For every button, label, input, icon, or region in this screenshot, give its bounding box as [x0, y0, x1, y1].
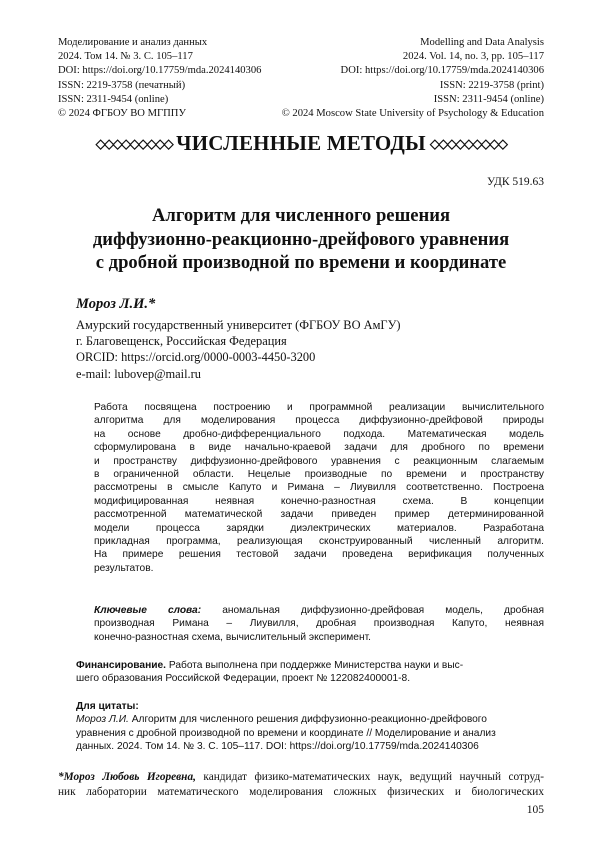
keywords-line: производная Римана – Лиувилля, дробная производная Капуто, неявная — [94, 618, 544, 630]
citation-text: Алгоритм для численного решения диффузионно-реакционно-дрейфового — [131, 714, 487, 726]
page-number: 105 — [526, 804, 544, 816]
issn-online-en: ISSN: 2311-9454 (online) — [433, 93, 544, 105]
title-line: с дробной производной по времени и координате — [95, 252, 507, 273]
journal-name-en: Modelling and Data Analysis — [420, 37, 544, 48]
keywords-line: конечно-разностная схема, вычислительный эксперимент. — [94, 631, 371, 643]
abstract-line: рассмотренной математической задачи приведен пример детерминированной — [94, 509, 544, 521]
orcid-link[interactable]: ORCID: https://orcid.org/0000-0003-4450-3200 — [76, 350, 316, 365]
abstract-line: результатов. — [94, 562, 154, 574]
section-title: ЧИСЛЕННЫЕ МЕТОДЫ — [176, 131, 426, 155]
section-heading — [58, 131, 544, 156]
abstract-line: прикладная программа, реализующая сконструированный численный алгоритм. — [94, 536, 544, 548]
doi-ru: DOI: https://doi.org/10.17759/mda.2024140306 — [58, 65, 262, 77]
issue-info-en: 2024. Vol. 14, no. 3, pp. 105–117 — [402, 51, 544, 63]
abstract-line: в ограниченной области. Нецелые производные по времени и пространству — [94, 469, 544, 481]
journal-header-en — [282, 36, 544, 121]
doi-en: DOI: https://doi.org/10.17759/mda.2024140306 — [340, 65, 544, 77]
citation — [76, 700, 544, 754]
abstract-line: алгоритма для моделирования процесса диффузионно-дрейфовой природы — [94, 415, 544, 427]
funding-line — [76, 659, 544, 672]
author-affiliation — [76, 317, 400, 382]
author-footnote — [58, 770, 544, 800]
issn-print-ru: ISSN: 2219-3758 (печатный) — [58, 79, 186, 91]
issn-online-ru: ISSN: 2311-9454 (online) — [58, 93, 169, 105]
author-name: Мороз Л.И.* — [76, 296, 156, 312]
title-line: диффузионно-реакционно-дрейфового уравнения — [92, 228, 510, 250]
article-title — [58, 204, 544, 275]
keywords — [94, 604, 544, 644]
funding-line: шего образования Российской Федерации, проект № 122082400001-8. — [76, 673, 411, 685]
abstract-line: модифицированная неявная конечно-разностная схема. В концепции — [94, 495, 544, 507]
keywords-label: Ключевые слова: — [94, 605, 202, 616]
udk-code: УДК 519.63 — [487, 176, 544, 188]
abstract-line: На примере решения тестовой задачи проведена верификация полученных — [94, 549, 544, 561]
title-line: Алгоритм для численного решения — [152, 205, 450, 226]
ornament-left-icon: ◇◇◇◇◇◇◇◇◇ — [95, 135, 173, 151]
abstract-line: и пространству диффузионно-дрейфового уравнения с реакционным слагаемым — [94, 455, 544, 467]
funding-text: Работа выполнена при поддержке Министерства науки и выс- — [168, 660, 464, 671]
footnote-text: кандидат физико-математических наук, ведущий научный сотруд- — [203, 771, 545, 783]
keywords-line — [94, 604, 544, 617]
citation-line: уравнения с дробной производной по времени и координате // Моделирование и анализ — [76, 727, 496, 739]
abstract-line: Работа посвящена построению и программной реализации вычислительного — [94, 402, 544, 413]
ornament-right-icon: ◇◇◇◇◇◇◇◇◇ — [429, 135, 507, 151]
university: Амурский государственный университет (ФГБОУ ВО АмГУ) — [76, 318, 401, 332]
journal-name-ru: Моделирование и анализ данных — [58, 37, 208, 48]
footnote-line: ник лаборатории математического моделирования сложных физических и биологических — [58, 786, 544, 798]
abstract-line: сформулирована в виде начально-краевой задачи для дробного по времени — [94, 442, 544, 454]
issue-info-ru: 2024. Том 14. № 3. С. 105–117 — [58, 51, 193, 63]
funding — [76, 659, 544, 686]
journal-header-ru — [58, 36, 261, 121]
abstract-line: на основе дробно-дифференциального подхода. Математическая модель — [94, 428, 544, 440]
keywords-text: аномальная диффузионно-дрейфовая модель, дробная — [222, 605, 544, 616]
copyright-en: © 2024 Moscow State University of Psychology & Education — [281, 108, 544, 120]
citation-author: Мороз Л.И. — [76, 714, 129, 726]
email-link[interactable]: e-mail: lubovep@mail.ru — [76, 366, 201, 381]
city: г. Благовещенск, Российская Федерация — [76, 334, 287, 349]
abstract-line: модели процесса зарядки диэлектрических материалов. Разработана — [94, 522, 544, 534]
citation-line — [76, 713, 544, 726]
abstract — [94, 401, 544, 575]
copyright-ru: © 2024 ФГБОУ ВО МГППУ — [58, 108, 186, 120]
abstract-line: рассмотрены в смысле Капуто и Римана – Лиувилля соответственно. Построена — [94, 482, 544, 494]
footnote-line — [58, 770, 544, 785]
footnote-author-name: *Мороз Любовь Игоревна, — [58, 771, 196, 783]
issn-print-en: ISSN: 2219-3758 (print) — [439, 79, 544, 91]
funding-label: Финансирование. — [76, 660, 167, 671]
citation-label: Для цитаты: — [76, 701, 139, 712]
citation-line[interactable]: данных. 2024. Том 14. № 3. С. 105–117. DOI: https://doi.org/10.17759/mda.2024140306 — [76, 741, 479, 753]
